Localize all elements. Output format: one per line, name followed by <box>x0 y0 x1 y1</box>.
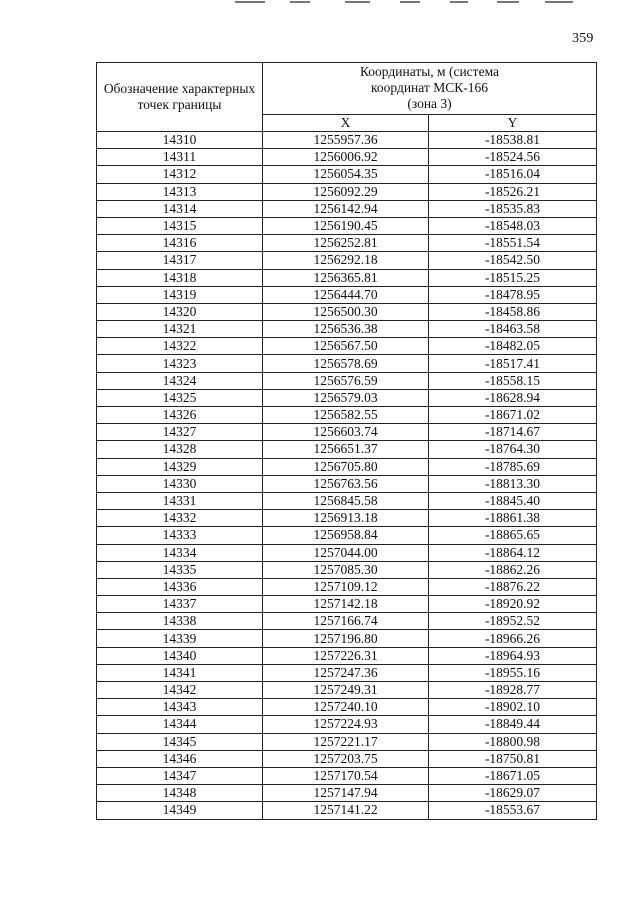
cell-x: 1257085.30 <box>263 561 429 578</box>
cell-y: -18849.44 <box>429 716 597 733</box>
cell-x: 1256578.69 <box>263 355 429 372</box>
cell-x: 1255957.36 <box>263 132 429 149</box>
table-header <box>97 63 597 132</box>
cell-y: -18524.56 <box>429 149 597 166</box>
table-row <box>97 527 597 544</box>
cell-y: -18551.54 <box>429 235 597 252</box>
cell-x: 1256958.84 <box>263 527 429 544</box>
table-row <box>97 338 597 355</box>
cell-point: 14348 <box>97 785 263 802</box>
table-row <box>97 321 597 338</box>
cell-x: 1257249.31 <box>263 682 429 699</box>
table-row <box>97 424 597 441</box>
table-row <box>97 475 597 492</box>
cell-y: -18548.03 <box>429 217 597 234</box>
cell-x: 1257142.18 <box>263 596 429 613</box>
cell-x: 1256500.30 <box>263 303 429 320</box>
header-coordinates-text: Координаты, м (система координат МСК-166 (зона 3) <box>359 64 500 112</box>
cell-y: -18955.16 <box>429 664 597 681</box>
table-row <box>97 200 597 217</box>
cell-x: 1257166.74 <box>263 613 429 630</box>
cell-point: 14344 <box>97 716 263 733</box>
cell-x: 1256579.03 <box>263 389 429 406</box>
table-row <box>97 682 597 699</box>
table-row <box>97 630 597 647</box>
cell-x: 1256292.18 <box>263 252 429 269</box>
table-row <box>97 785 597 802</box>
cell-x: 1256705.80 <box>263 458 429 475</box>
table-row <box>97 510 597 527</box>
table-body <box>97 132 597 820</box>
cell-y: -18750.81 <box>429 750 597 767</box>
table-row <box>97 389 597 406</box>
cell-x: 1257044.00 <box>263 544 429 561</box>
cell-point: 14328 <box>97 441 263 458</box>
cell-x: 1257240.10 <box>263 699 429 716</box>
page-number: 359 <box>572 31 594 46</box>
cell-x: 1256582.55 <box>263 407 429 424</box>
table-row <box>97 355 597 372</box>
cell-y: -18671.05 <box>429 767 597 784</box>
cell-y: -18813.30 <box>429 475 597 492</box>
cell-x: 1257141.22 <box>263 802 429 819</box>
cell-point: 14324 <box>97 372 263 389</box>
table-row <box>97 372 597 389</box>
cell-x: 1257196.80 <box>263 630 429 647</box>
cell-point: 14340 <box>97 647 263 664</box>
cell-y: -18478.95 <box>429 286 597 303</box>
cell-x: 1256006.92 <box>263 149 429 166</box>
cell-x: 1257147.94 <box>263 785 429 802</box>
cell-point: 14313 <box>97 183 263 200</box>
cell-x: 1256092.29 <box>263 183 429 200</box>
table-row <box>97 699 597 716</box>
cell-point: 14337 <box>97 596 263 613</box>
table-row <box>97 802 597 819</box>
cell-x: 1256142.94 <box>263 200 429 217</box>
cell-point: 14333 <box>97 527 263 544</box>
table-row <box>97 750 597 767</box>
cell-x: 1257170.54 <box>263 767 429 784</box>
cell-x: 1256190.45 <box>263 217 429 234</box>
cell-x: 1256763.56 <box>263 475 429 492</box>
cell-x: 1256252.81 <box>263 235 429 252</box>
table-row <box>97 235 597 252</box>
cell-y: -18553.67 <box>429 802 597 819</box>
table-row <box>97 149 597 166</box>
cell-point: 14311 <box>97 149 263 166</box>
header-x: X <box>263 114 429 131</box>
table-row <box>97 303 597 320</box>
cell-y: -18671.02 <box>429 407 597 424</box>
cell-point: 14338 <box>97 613 263 630</box>
table-row <box>97 492 597 509</box>
table-row <box>97 407 597 424</box>
cell-x: 1257247.36 <box>263 664 429 681</box>
cell-y: -18629.07 <box>429 785 597 802</box>
cell-point: 14327 <box>97 424 263 441</box>
cell-x: 1256576.59 <box>263 372 429 389</box>
cell-y: -18845.40 <box>429 492 597 509</box>
cell-y: -18535.83 <box>429 200 597 217</box>
cell-point: 14343 <box>97 699 263 716</box>
cell-y: -18558.15 <box>429 372 597 389</box>
cell-point: 14341 <box>97 664 263 681</box>
cell-point: 14339 <box>97 630 263 647</box>
cell-y: -18463.58 <box>429 321 597 338</box>
coordinates-table <box>96 62 597 820</box>
cell-x: 1257224.93 <box>263 716 429 733</box>
cell-point: 14332 <box>97 510 263 527</box>
header-points: Обозначение характерных точек границы <box>97 63 263 132</box>
cell-point: 14318 <box>97 269 263 286</box>
cell-point: 14329 <box>97 458 263 475</box>
cell-point: 14347 <box>97 767 263 784</box>
table-row <box>97 441 597 458</box>
cell-y: -18920.92 <box>429 596 597 613</box>
cell-y: -18785.69 <box>429 458 597 475</box>
cell-x: 1256365.81 <box>263 269 429 286</box>
cell-point: 14322 <box>97 338 263 355</box>
cell-point: 14310 <box>97 132 263 149</box>
table-row <box>97 217 597 234</box>
header-coordinates <box>263 63 597 115</box>
cell-x: 1256054.35 <box>263 166 429 183</box>
table-row <box>97 183 597 200</box>
cell-y: -18966.26 <box>429 630 597 647</box>
table-row <box>97 767 597 784</box>
table-row <box>97 544 597 561</box>
cell-y: -18861.38 <box>429 510 597 527</box>
cell-x: 1256913.18 <box>263 510 429 527</box>
cell-point: 14317 <box>97 252 263 269</box>
cell-point: 14325 <box>97 389 263 406</box>
table-row <box>97 458 597 475</box>
table-row <box>97 269 597 286</box>
cell-y: -18538.81 <box>429 132 597 149</box>
cell-x: 1256444.70 <box>263 286 429 303</box>
table-row <box>97 166 597 183</box>
cell-point: 14334 <box>97 544 263 561</box>
cell-y: -18517.41 <box>429 355 597 372</box>
cell-point: 14345 <box>97 733 263 750</box>
cell-y: -18542.50 <box>429 252 597 269</box>
cell-y: -18876.22 <box>429 578 597 595</box>
cell-point: 14335 <box>97 561 263 578</box>
cell-point: 14315 <box>97 217 263 234</box>
scan-top-marks <box>235 0 575 4</box>
cell-y: -18714.67 <box>429 424 597 441</box>
cell-y: -18864.12 <box>429 544 597 561</box>
cell-y: -18902.10 <box>429 699 597 716</box>
header-y: Y <box>429 114 597 131</box>
cell-y: -18800.98 <box>429 733 597 750</box>
cell-y: -18964.93 <box>429 647 597 664</box>
cell-x: 1257203.75 <box>263 750 429 767</box>
cell-x: 1257226.31 <box>263 647 429 664</box>
table-row <box>97 286 597 303</box>
cell-point: 14320 <box>97 303 263 320</box>
cell-y: -18862.26 <box>429 561 597 578</box>
cell-point: 14323 <box>97 355 263 372</box>
table-row <box>97 613 597 630</box>
table-row <box>97 252 597 269</box>
cell-x: 1256603.74 <box>263 424 429 441</box>
table-row <box>97 596 597 613</box>
table-row <box>97 647 597 664</box>
cell-point: 14342 <box>97 682 263 699</box>
table-row <box>97 561 597 578</box>
cell-y: -18764.30 <box>429 441 597 458</box>
cell-y: -18928.77 <box>429 682 597 699</box>
cell-point: 14326 <box>97 407 263 424</box>
cell-y: -18952.52 <box>429 613 597 630</box>
cell-y: -18628.94 <box>429 389 597 406</box>
table-row <box>97 132 597 149</box>
cell-point: 14314 <box>97 200 263 217</box>
table-row <box>97 733 597 750</box>
cell-y: -18516.04 <box>429 166 597 183</box>
cell-x: 1257221.17 <box>263 733 429 750</box>
cell-point: 14331 <box>97 492 263 509</box>
cell-point: 14349 <box>97 802 263 819</box>
cell-y: -18482.05 <box>429 338 597 355</box>
cell-y: -18458.86 <box>429 303 597 320</box>
cell-point: 14336 <box>97 578 263 595</box>
cell-x: 1256845.58 <box>263 492 429 509</box>
cell-point: 14346 <box>97 750 263 767</box>
cell-x: 1256567.50 <box>263 338 429 355</box>
table-row <box>97 578 597 595</box>
cell-x: 1257109.12 <box>263 578 429 595</box>
cell-point: 14330 <box>97 475 263 492</box>
cell-x: 1256651.37 <box>263 441 429 458</box>
cell-y: -18865.65 <box>429 527 597 544</box>
cell-x: 1256536.38 <box>263 321 429 338</box>
cell-point: 14321 <box>97 321 263 338</box>
cell-point: 14316 <box>97 235 263 252</box>
cell-y: -18515.25 <box>429 269 597 286</box>
cell-y: -18526.21 <box>429 183 597 200</box>
cell-point: 14312 <box>97 166 263 183</box>
table-row <box>97 664 597 681</box>
table-row <box>97 716 597 733</box>
cell-point: 14319 <box>97 286 263 303</box>
